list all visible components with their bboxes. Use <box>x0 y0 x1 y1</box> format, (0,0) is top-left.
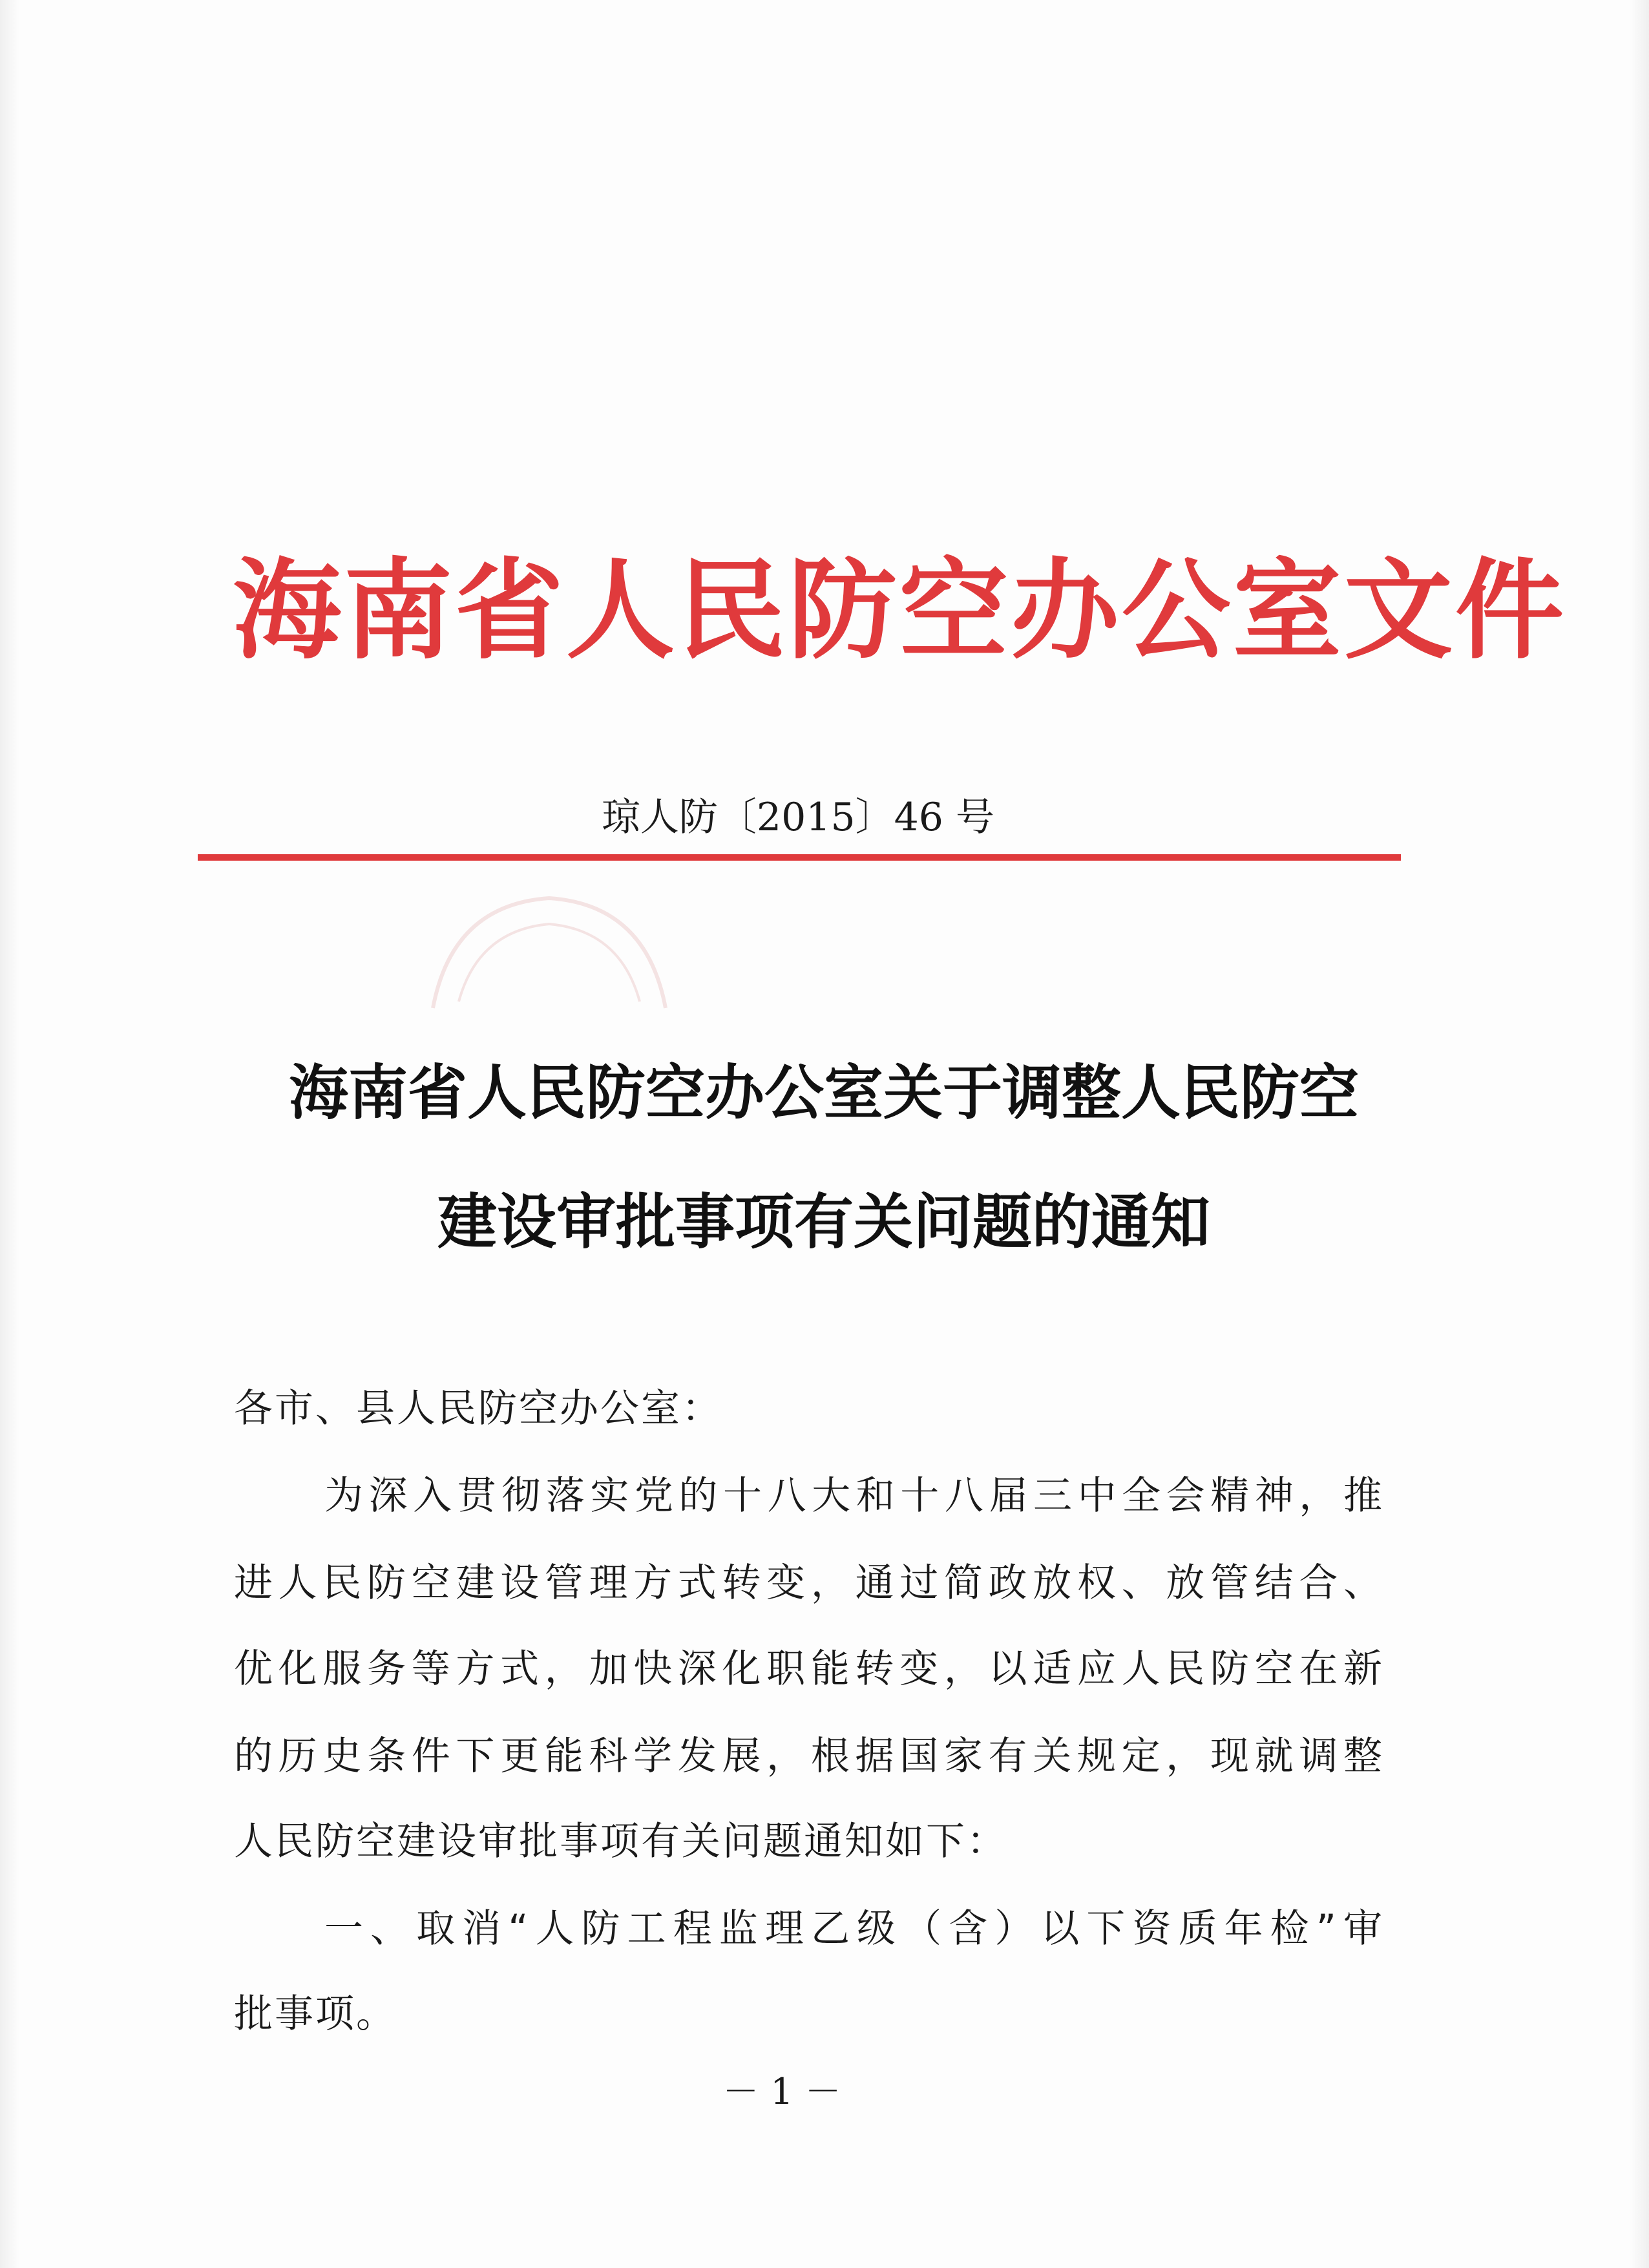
page-number: － 1 － <box>722 2071 841 2113</box>
document-masthead: 海南省人民防空办公室文件 <box>233 546 1566 674</box>
document-number: 琼人防〔2015〕46 号 <box>601 795 995 840</box>
document-title-line-2: 建设审批事项有关问题的通知 <box>437 1188 1210 1257</box>
paragraph-1-line-5: 人民防空建设审批事项有关问题通知如下： <box>234 1819 1007 1864</box>
faint-seal-mark <box>414 879 685 1034</box>
paragraph-1-line-1: 为深入贯彻落实党的十八大和十八届三中全会精神，推 <box>324 1473 1384 1518</box>
item-1-line-1: 一、取消“人防工程监理乙级（含）以下资质年检”审 <box>324 1906 1384 1951</box>
paragraph-1-line-3: 优化服务等方式，加快深化职能转变，以适应人民防空在新 <box>234 1646 1384 1692</box>
document-title-line-1: 海南省人民防空办公室关于调整人民防空 <box>288 1058 1359 1128</box>
paragraph-1-line-2: 进人民防空建设管理方式转变，通过简政放权、放管结合、 <box>234 1560 1384 1606</box>
salutation: 各市、县人民防空办公室： <box>234 1386 722 1431</box>
scan-edge-right <box>1630 0 1649 2268</box>
item-1-line-2: 批事项。 <box>234 1991 397 2037</box>
red-separator-rule <box>198 854 1401 861</box>
paragraph-1-line-4: 的历史条件下更能科学发展，根据国家有关规定，现就调整 <box>234 1734 1384 1779</box>
scan-edge-left <box>0 0 19 2268</box>
